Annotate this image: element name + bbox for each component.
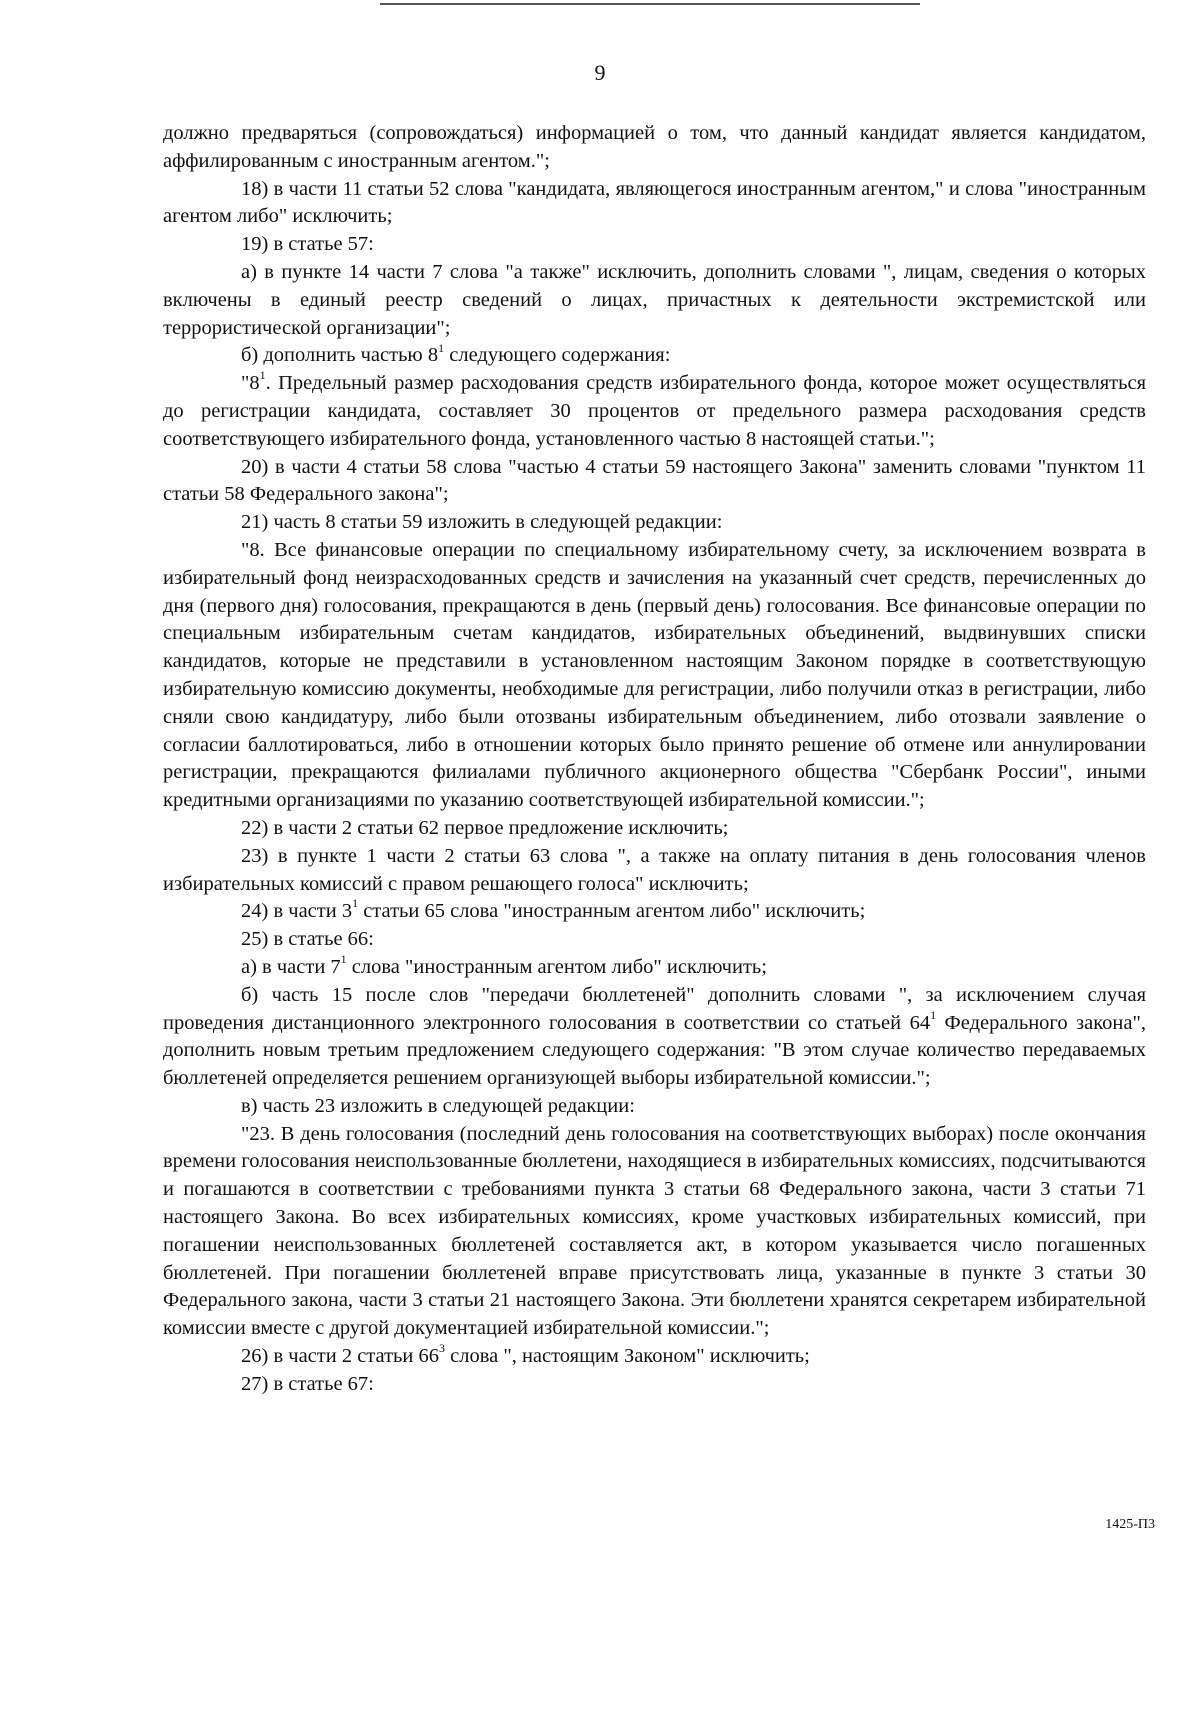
superscript-index: 1: [352, 896, 359, 911]
superscript-index: 1: [259, 368, 266, 383]
paragraph: 27) в статье 67:: [241, 1372, 374, 1395]
document-code: 1425-П3: [1105, 1517, 1155, 1532]
page-number: 9: [594, 60, 606, 85]
paragraph-text: . Предельный размер расходования средств избирательного фонда, которое может осуществляться до регистрации кандидата, составляет 30 процентов от предельного размера расходования средств соответствующего избирательного фонда, установленного частью 8 настоящей статьи.";: [163, 372, 1146, 450]
paragraph: 20) в части 4 статьи 58 слова "частью 4 статьи 59 настоящего Закона" заменить словами "пунктом 11 статьи 58 Федерального закона";: [163, 455, 1146, 506]
paragraph: должно предваряться (сопровождаться) информацией о том, что данный кандидат является кандидатом, аффилированным с иностранным агентом.";: [163, 122, 1146, 172]
paragraph: 22) в части 2 статьи 62 первое предложение исключить;: [241, 816, 729, 839]
paragraph: "23. В день голосования (последний день голосования на соответствующих выборах) после окончания времени голосования неиспользованные бюллетени, находящиеся в избирательных комиссиях, подсчитываются и погашаются в соответствии с требованиями пункта 3 статьи 68 Федерального закона, части 3 статьи 71 настоящего Закона. Во всех избирательных комиссиях, кроме участковых избирательных комиссий, при погашении неиспользованных бюллетеней составляется акт, в котором указывается число погашенных бюллетеней. При погашении бюллетеней вправе присутствовать лица, указанные в пункте 3 статьи 30 Федерального закона, части 3 статьи 21 настоящего Закона. Эти бюллетени хранятся секретарем избирательной комиссии вместе с другой документацией избирательной комиссии.";: [163, 1122, 1146, 1340]
paragraph: [163, 1343, 1146, 1371]
paragraph-text: б) дополнить частью 8: [241, 344, 439, 367]
superscript-index: 3: [438, 1341, 445, 1356]
paragraph-text: следующего содержания:: [444, 344, 671, 367]
paragraph: [163, 954, 1146, 982]
paragraph-text: б) часть 15 после слов "передачи бюллетеней" дополнить словами ", за исключением случая проведения дистанционного электронного голосования в соответствии со статьей 64: [163, 983, 1146, 1034]
paragraph-text: слова ", настоящим Законом" исключить;: [444, 1345, 810, 1368]
paragraph: [163, 898, 1146, 926]
paragraph: [163, 342, 1146, 370]
paragraph-text: "8: [241, 372, 260, 395]
superscript-index: 1: [438, 340, 445, 355]
document-body: [163, 120, 1146, 1399]
paragraph: [163, 982, 1146, 1093]
paragraph: 21) часть 8 статьи 59 изложить в следующей редакции:: [241, 511, 723, 534]
paragraph: 25) в статье 66:: [241, 928, 374, 951]
paragraph: [163, 370, 1146, 453]
paragraph: "8. Все финансовые операции по специальному избирательному счету, за исключением возврата в избирательный фонд неизрасходованных средств и зачисления на указанный счет средств, перечисленных до дня (первого дня) голосования, прекращаются в день (первый день) голосования. Все финансовые операции по специальным избирательным счетам кандидатов, избирательных объединений, выдвинувших списки кандидатов, которые не представили в установленном настоящим Законом порядке в соответствующую избирательную комиссию документы, необходимые для регистрации, либо получили отказ в регистрации, либо сняли свою кандидатуру, либо были отозваны избирательным объединением, либо отозвали заявление о согласии баллотироваться, либо в отношении которых было принято решение об отмене или аннулировании регистрации, прекращаются филиалами публичного акционерного общества "Сбербанк России", иными кредитными организациями по указанию соответствующей избирательной комиссии.";: [163, 538, 1146, 812]
paragraph: 19) в статье 57:: [241, 233, 374, 256]
paragraph-text: слова "иностранным агентом либо" исключить;: [346, 955, 767, 978]
paragraph-text: статьи 65 слова "иностранным агентом либо" исключить;: [358, 900, 866, 923]
paragraph-text: 24) в части 3: [241, 900, 353, 923]
superscript-index: 1: [930, 1007, 937, 1022]
paragraph: 18) в части 11 статьи 52 слова "кандидата, являющегося иностранным агентом," и слова "иностранным агентом либо" исключить;: [163, 177, 1146, 228]
paragraph-text: Федерального закона", дополнить новым третьим предложением следующего содержания: "В этом случае количество передаваемых бюллетеней определяется решением организующей выборы избирательной комиссии.";: [163, 1011, 1146, 1090]
paragraph: 23) в пункте 1 части 2 статьи 63 слова ", а также на оплату питания в день голосования членов избирательных комиссий с правом решающего голоса" исключить;: [163, 844, 1146, 895]
paragraph-text: 26) в части 2 статьи 66: [241, 1345, 439, 1368]
superscript-index: 1: [340, 952, 347, 967]
paragraph: в) часть 23 изложить в следующей редакции:: [241, 1094, 635, 1117]
scan-top-edge-line: [380, 3, 920, 5]
paragraph: а) в пункте 14 части 7 слова "а также" исключить, дополнить словами ", лицам, сведения о которых включены в единый реестр сведений о лицах, причастных к деятельности экстремистской или террористической организации";: [163, 260, 1146, 339]
paragraph-text: а) в части 7: [241, 955, 341, 978]
